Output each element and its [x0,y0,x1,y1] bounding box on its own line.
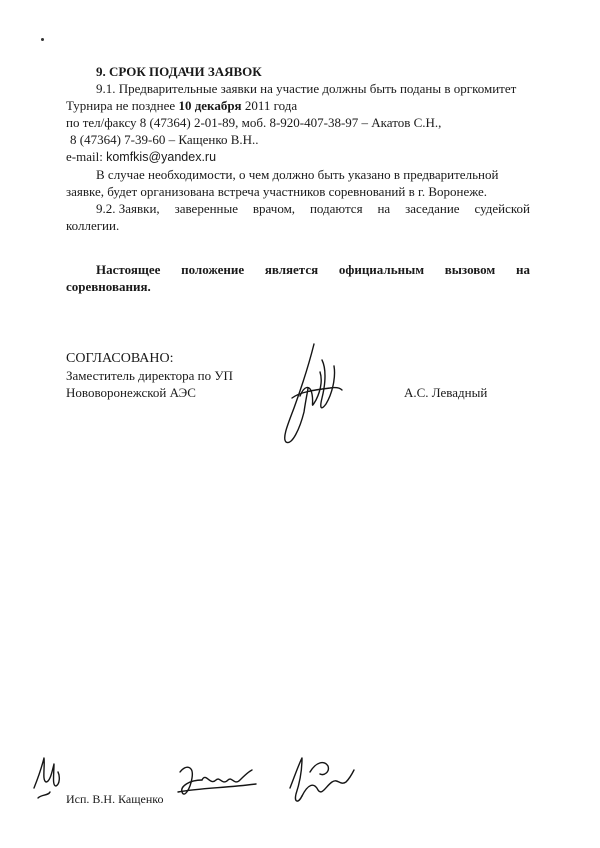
section-heading: 9. СРОК ПОДАЧИ ЗАЯВОК [96,64,262,79]
second-footer-signature [280,752,360,812]
paragraph-9-2-line-1: 9.2. Заявки, заверенные врачом, подаются на заседание судейской [96,201,530,216]
paragraph-9-2-line-2: коллегии. [66,218,120,233]
deadline-date: 10 декабря [178,98,242,113]
executor-signature [172,758,262,802]
email-line: e-mail: komfkis@yandex.ru [66,149,217,164]
approver-position-line-1: Заместитель директора по УП [66,368,233,383]
scan-speck [41,38,44,41]
phone-line-2: 8 (47364) 7-39-60 – Кащенко В.Н.. [70,132,259,147]
paragraph-9-1-line-1: 9.1. Предварительные заявки на участие должны быть поданы в оргкомитет [96,81,517,96]
approval-label: СОГЛАСОВАНО: [66,351,174,366]
notice-line-2: соревнования. [66,279,151,294]
paragraph-9-1-line-2: Турнира не позднее 10 декабря 2011 года [66,98,298,113]
approver-signature [270,338,350,448]
approver-position-line-2: Нововоронежской АЭС [66,385,196,400]
mobile-number: моб. 8-920-407-38-97 – Акатов С.Н., [241,115,442,130]
meeting-paragraph-line-2: заявке, будет организована встреча участников соревнований в г. Воронеже. [66,184,488,199]
meeting-paragraph-line-1: В случае необходимости, о чем должно быть указано в предварительной [96,167,499,182]
fax-number: по тел/факсу 8 (47364) 2-01-89, [66,115,239,130]
margin-signature-mark [28,752,68,802]
executor-line: Исп. В.Н. Кащенко [66,792,164,806]
approver-name: А.С. Левадный [404,385,488,400]
email-address: komfkis@yandex.ru [106,150,217,164]
notice-line-1: Настоящее положение является официальным вызовом на [96,262,530,277]
phone-line-1 [66,114,441,131]
